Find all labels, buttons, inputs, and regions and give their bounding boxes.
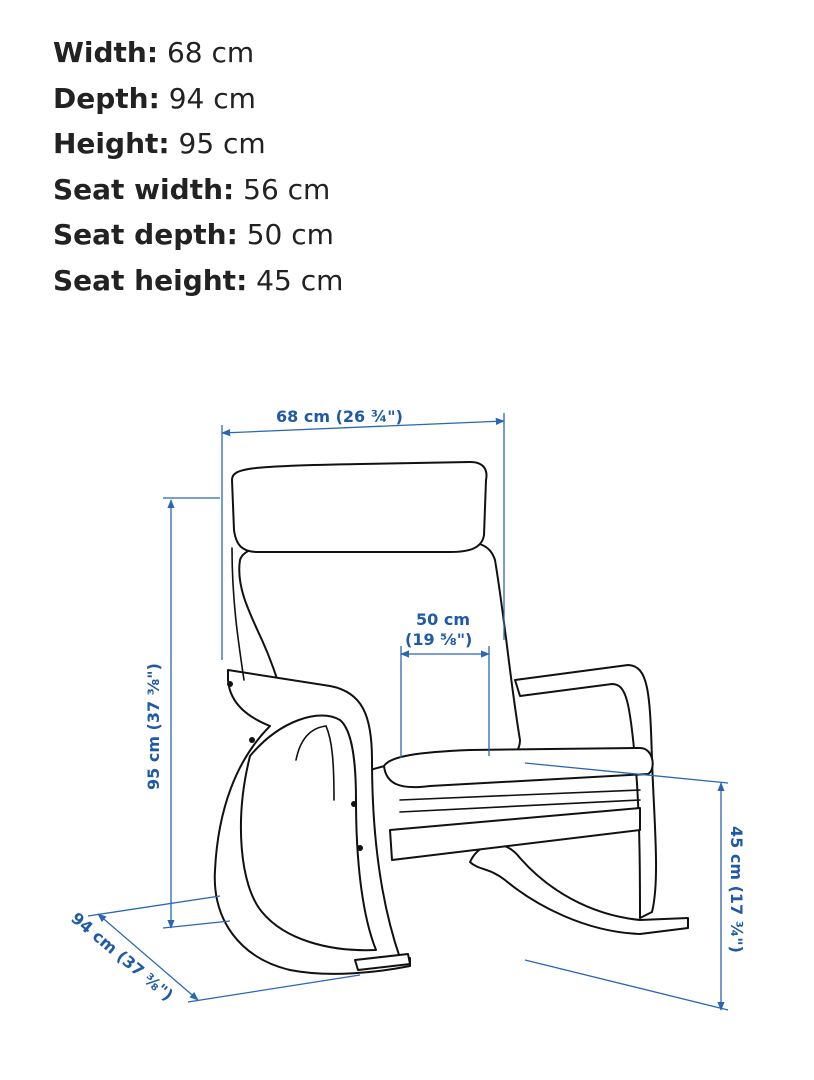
fastener: [249, 737, 255, 743]
rocking-chair-drawing: [215, 462, 688, 974]
fastener: [357, 845, 363, 851]
height-dimension-label: 95 cm (37 ⅜"): [144, 663, 163, 790]
spec-label: Height:: [53, 127, 170, 160]
spec-value: 45 cm: [256, 263, 344, 297]
seat-slats: [400, 790, 640, 812]
spec-label: Depth:: [53, 81, 160, 115]
depth-extension-line-back: [88, 896, 220, 916]
fastener: [227, 681, 233, 687]
seat-front-cushion: [384, 748, 653, 787]
spec-value: 95 cm: [178, 127, 266, 160]
spec-label: Seat height:: [53, 263, 248, 297]
spec-label: Seat width:: [53, 172, 235, 206]
spec-value: 94 cm: [168, 81, 256, 115]
headrest-cushion: [232, 462, 486, 552]
seat-height-extension-line-bottom: [525, 960, 728, 1010]
seat-depth-dimension-label-line2: (19 ⅝"): [405, 630, 473, 649]
fastener: [351, 801, 357, 807]
seat-height-dimension-label: 45 cm (17 ¾"): [727, 826, 746, 953]
height-extension-line-bottom: [163, 921, 230, 928]
spec-value: 56 cm: [243, 172, 331, 206]
seat-depth-dimension-label-line1: 50 cm: [416, 610, 470, 629]
spec-value: 68 cm: [166, 36, 255, 69]
width-dimension-label: 68 cm (26 ¾"): [276, 407, 403, 426]
spec-label: Width:: [53, 36, 159, 69]
depth-dimension-label: 94 cm (37 ⅜"): [67, 908, 177, 1005]
spec-label: Seat depth:: [53, 218, 238, 251]
depth-extension-line-front: [188, 975, 360, 1002]
spec-value: 50 cm: [246, 218, 334, 251]
